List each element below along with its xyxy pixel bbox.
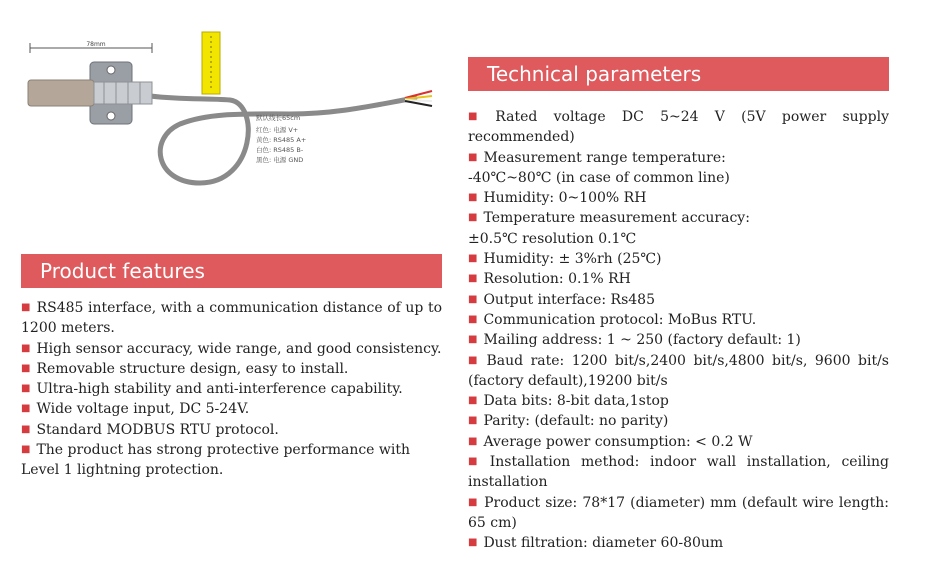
bullet-icon: ■: [468, 151, 478, 163]
feature-item: ■ Ultra-high stability and anti-interference capability.: [21, 381, 403, 398]
bullet-icon: ■: [468, 456, 484, 468]
parameter-item: ■ Dust filtration: diameter 60-80um: [468, 535, 724, 552]
parameter-item: ±0.5℃ resolution 0.1℃: [468, 230, 637, 247]
bullet-icon: ■: [468, 395, 478, 407]
bullet-icon: ■: [468, 354, 481, 366]
parameter-item: ■ Rated voltage DC 5~24 V (5V power supply recommended): [468, 109, 889, 146]
wire-legend-line: 黄色: RS485 A+: [256, 136, 307, 144]
product-features-title: Product features: [40, 259, 205, 283]
parameter-item: ■ Data bits: 8-bit data,1stop: [468, 393, 669, 410]
product-image: [20, 28, 450, 218]
feature-item: ■ Wide voltage input, DC 5-24V.: [21, 401, 250, 418]
sensor-probe: [28, 80, 94, 106]
bullet-icon: ■: [21, 302, 31, 313]
bullet-icon: ■: [468, 415, 478, 427]
parameter-item: ■ Output interface: Rs485: [468, 291, 655, 308]
dimension-label: 78mm: [86, 41, 106, 48]
bullet-icon: ■: [468, 334, 478, 346]
bullet-icon: ■: [468, 435, 478, 447]
bullet-icon: ■: [468, 253, 478, 265]
parameter-item: ■ Installation method: indoor wall installation, ceiling installation: [468, 454, 889, 491]
parameter-item: ■ Average power consumption: < 0.2 W: [468, 433, 753, 450]
parameter-item: ■ Temperature measurement accuracy:: [468, 210, 750, 227]
bullet-icon: ■: [21, 444, 31, 456]
parameter-item: ■ Resolution: 0.1% RH: [468, 271, 631, 288]
technical-parameters-header: [468, 57, 889, 91]
parameter-item: ■ Mailing address: 1 ~ 250 (factory default: 1): [468, 332, 801, 349]
wire-legend-line: 黑色: 电源 GND: [256, 156, 304, 164]
wire-legend-line: 红色: 电源 V+: [256, 126, 299, 134]
bullet-icon: ■: [21, 383, 31, 395]
feature-item: ■ Removable structure design, easy to install.: [21, 360, 349, 377]
product-features-list: [21, 298, 442, 481]
parameter-item: ■ Communication protocol: MoBus RTU.: [468, 311, 757, 328]
wire-legend-line: 默认线长65cm: [256, 114, 301, 122]
parameter-item: ■ Measurement range temperature:: [468, 149, 726, 166]
bullet-icon: ■: [468, 192, 478, 204]
parameter-item: -40℃~80℃ (in case of common line): [468, 169, 730, 186]
bullet-icon: ■: [21, 403, 31, 415]
technical-parameters-list: [468, 107, 889, 554]
wire-legend-line: 白色: RS485 B-: [256, 146, 304, 154]
parameter-item: ■ Humidity: ± 3%rh (25℃): [468, 251, 662, 268]
bullet-icon: ■: [21, 423, 31, 435]
bullet-icon: ■: [468, 273, 478, 285]
feature-item: ■ Standard MODBUS RTU protocol.: [21, 421, 279, 438]
feature-item: ■ The product has strong protective performance with Level 1 lightning protection.: [21, 442, 411, 479]
parameter-item: ■ Product size: 78*17 (diameter) mm (default wire length: 65 cm): [468, 494, 889, 531]
bullet-icon: ■: [21, 342, 31, 354]
bullet-icon: ■: [468, 537, 478, 549]
bullet-icon: ■: [468, 293, 478, 305]
technical-parameters-title: Technical parameters: [487, 62, 702, 86]
bullet-icon: ■: [468, 212, 478, 224]
wire-ends: [405, 91, 432, 106]
wire-legend: [256, 113, 306, 164]
parameter-item: ■ Humidity: 0~100% RH: [468, 190, 647, 207]
product-features-header: [21, 254, 442, 288]
parameter-item: ■ Baud rate: 1200 bit/s,2400 bit/s,4800 bit/s, 9600 bit/s (factory default),19200 bit/s: [468, 352, 889, 389]
bullet-icon: ■: [468, 496, 479, 508]
dimension-line: [30, 41, 152, 53]
bullet-icon: ■: [21, 362, 31, 374]
feature-item: ■ RS485 interface, with a communication distance of up to 1200 meters.: [21, 300, 442, 337]
bullet-icon: ■: [468, 313, 478, 325]
feature-item: ■ High sensor accuracy, wide range, and good consistency.: [21, 340, 442, 357]
parameter-item: ■ Parity: (default: no parity): [468, 413, 669, 430]
bullet-icon: ■: [468, 111, 490, 122]
